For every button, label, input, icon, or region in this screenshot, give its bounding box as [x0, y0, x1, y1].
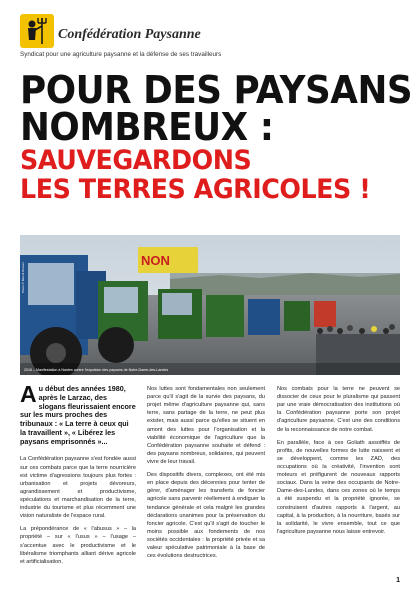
page-header	[20, 14, 400, 64]
article-column-1	[20, 381, 136, 571]
protest-photo-illustration	[20, 235, 400, 375]
article-column-2	[147, 385, 265, 565]
tractor-protest-photo	[20, 235, 400, 375]
brand-tagline: Syndicat pour une agriculture paysanne et la défense de ses travailleurs	[20, 51, 222, 58]
headline-line-1: POUR DES PAYSANS	[20, 68, 413, 112]
article-column-3	[277, 385, 400, 541]
brand-name: Confédération Paysanne	[58, 27, 201, 42]
column1-paragraph-1: La Confédération paysanne s'est fondée aussi sur ces combats parce que la terre nourricière est victime d'agressions toujours plus fortes : urbanisation et projets dévoreurs, agrandissement et productivisme, spéculations et marchandisation de la terre, industrie du tourisme et plus récemment une vision naturaliste de l'espace rural.	[20, 456, 136, 520]
headline-line-3: SAUVEGARDONS	[20, 145, 252, 177]
banner-non-text: NON	[141, 253, 170, 268]
page-number: 1	[396, 577, 400, 584]
column2-paragraph-2: Des dispositifs divers, complexes, ont été mis en place depuis des décennies pour tenter de gérer, d'aménager les transferts de foncier agricole sans parvenir réellement à endiguer la tendance générale et cela malgré les grandes déclarations unanimes pour la préservation du foncier agricole. C'est qu'il s'agit de toucher le moins possible aux fondements de nos sociétés occidentales : la propriété privée et sa valeur spéculative patrimoniale à la base de ces évolutions destructrices.	[147, 472, 265, 560]
column3-paragraph-1: Nos combats pour la terre ne peuvent se dissocier de ceux pour le pluralisme qui passent par une vraie démocratisation des institutions où la Confédération paysanne porte son projet d'agriculture paysanne. C'est une des conditions de la reconnaissance de notre combat.	[277, 386, 400, 433]
page-headline	[20, 68, 413, 205]
lead-text: u début des années 1980, après le Larzac, des slogans fleurissaient encore sur les murs proches des tribunaux : « La terre à ceux qui la travaillent », « Libérez les paysans emprisonnés »...	[20, 384, 136, 446]
farmer-pitchfork-logo-icon	[20, 14, 54, 48]
photo-caption: 2016 – Manifestation à Nantes contre l'expulsion des paysans de Notre-Dame-des-Landes	[24, 368, 169, 372]
column2-paragraph-1: Nos luttes sont fondamentales non seulement parce qu'il s'agit de la survie des paysans, du projet même d'agriculture paysanne qui, sans terre, sans partage de la terre, ne peut plus exister, mais aussi parce qu'elles se situent en amont des luttes pour l'organisation et la viabilité économique de l'agriculture que la Confédération paysanne souhaite et défend : des paysans nombreux, solidaires, qui peuvent vivre de leur travail.	[147, 386, 265, 465]
lead-paragraph	[20, 381, 136, 446]
headline-line-2: NOMBREUX :	[20, 105, 274, 150]
column1-paragraph-2: La prépondérance de « l'abusus » – la propriété – sur « l'usus » – l'usage – s'accentue avec le productivisme et le libéralisme triomphants alliant dérive agricole et artificialisation.	[20, 526, 136, 565]
headline-line-4: LES TERRES AGRICOLES !	[20, 173, 371, 205]
dropcap-letter: A	[20, 381, 37, 407]
column3-paragraph-2: En parallèle, face à ces Goliath assoiffés de profits, de nouvelles formes de lutte naissent et se développent, comme les ZAD, des occupations où la créativité, l'invention sont moteurs et préfigurent de nouveaux rapports sociaux. Dans la veine des occupants de Notre-Dame-des-Landes, dans ces zones où le temps a été suspendu et la propriété ignorée, se construisent d'autres rapports à l'argent, au capital, à la production, à la nourriture, basés sur la solidarité, le vivre ensemble, tout ce que l'agriculture paysanne nous laisse entrevoir.	[277, 439, 400, 535]
photo-credit: Photo © Benoît Bouvet	[21, 262, 25, 293]
